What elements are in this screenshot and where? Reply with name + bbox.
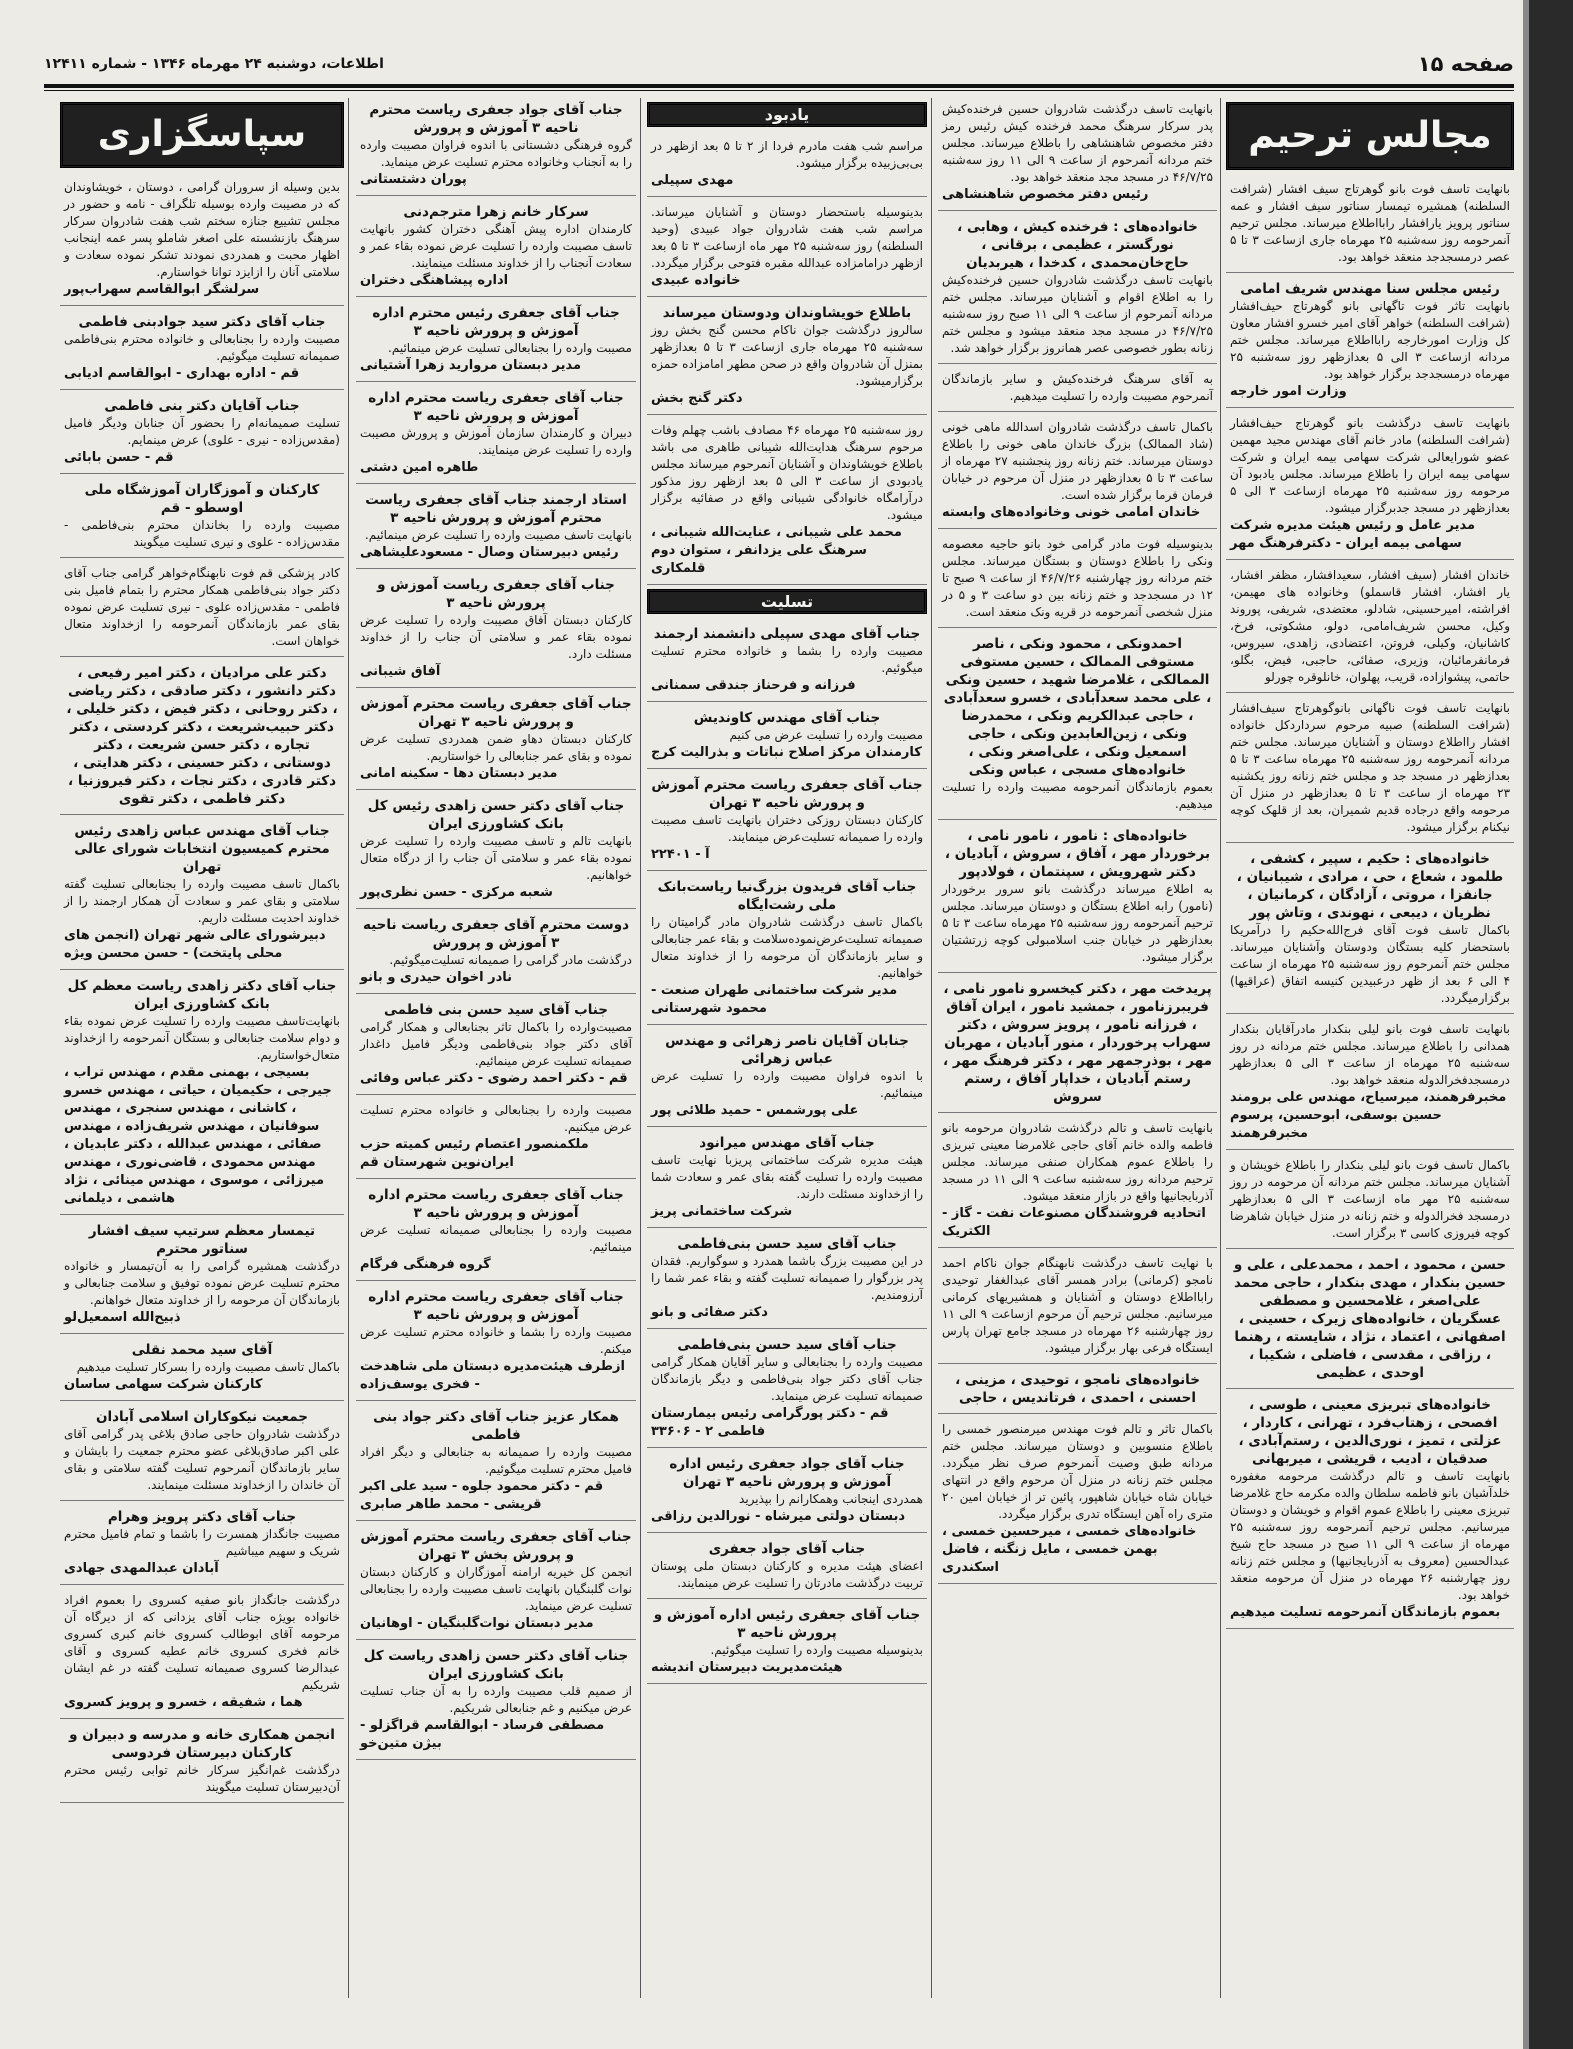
notice-body: بانهایت تاسف درگذشت شادروان حسین فرخنده‌کیش پدر سرکار سرهنگ محمد فرخنده کیش رئیس رمز دفتر مخصوص شاهنشاهی را باطلاع میرساند. مجلس ختم مردانه آنمرحوم از ساعت ۹ الی ۱۱ روز سه‌شنبه ۴۶/۷/۲۵ در مسجد مجد منعقد خواهد بود. — [942, 102, 1213, 184]
notice-item — [60, 1338, 344, 1401]
column-condolences — [356, 98, 636, 2003]
notice-item — [356, 573, 636, 688]
notice-heading: جناب آقای دکتر حسن زاهدی ریاست کل بانک کشاورزی ایران — [363, 1648, 629, 1682]
notice-item — [647, 622, 927, 702]
notice-body: باکمال تاسف فوت آقای فرج‌الله‌حکیم را درآمریکا باستحضار کلیه بستگان ودوستان وآشنایان میرساند. مجلس ختم آنمرحوم روز سه‌شنبه ۲۵ مهرماه از ساعت ۴ الی ۶ بعد از ظهر درعبیدین کنیسه اتفاق (عراقیها) برگزارمیگردد. — [1230, 923, 1511, 1005]
notice-item — [647, 1603, 927, 1684]
header-rule-thin — [44, 90, 1514, 91]
notice-heading: جناب آقای جواد جعفری — [708, 1541, 866, 1557]
notice-body: باکمال تاسف مصیبت وارده را بسرکار تسلیت میدهیم — [76, 1360, 340, 1374]
notice-body: خاندان افشار (سیف افشار، سعیدافشار، مظفر افشار، یار افشار، افشار قاسملو) وخانواده های مهیمن، افراشته، امیرحسینی، شادلو، معتضدی، شریفی، پوروند وکیل، محسن شریف‌امامی، دولو، مشکوتی، فرخ، کاشانیان، وکیلی، فروتن، اعتضادی، زاهدی، سیروس، فرمانفرمائیان، وزیری، صفائی، حاجبی، فیض، بگلو، حاتمی، پیشوازاده، قریب، پهلوان، خانلوقره چورلو — [1230, 568, 1510, 684]
notice-heading: حسن ، محمود ، احمد ، محمدعلی ، علی و حسین بنکدار ، مهدی بنکدار ، حاجی محمد علی‌اصغر ، غلامحسین و مصطفی عسگریان ، خانواده‌های زیرک ، حسینی ، اصفهانی ، اعتماد ، نژاد ، شایسته ، رهنما ، رزاقی ، مقدسی ، فاضلی ، شکیبا ، اوحدی ، عظیمی — [1233, 1257, 1507, 1381]
notice-heading: رئیس مجلس سنا مهندس شریف امامی — [1240, 281, 1500, 297]
notice-signature: علی پورشمس - حمید طلائی پور — [651, 1103, 859, 1118]
notice-body: کارکنان دبستان آفاق مصیبت وارده را تسلیت عرض نموده بقاء عمر و سلامتی آن جناب را از خداوند مسئلت دارد. — [360, 613, 632, 661]
notice-heading: جناب آقایان دکتر بنی فاطمی — [104, 398, 300, 414]
notice-item — [647, 875, 927, 1025]
notice-signature: اداره پیشاهنگی دختران — [360, 273, 509, 288]
notice-item — [938, 1117, 1217, 1248]
notice-heading: جناب آقای فریدون بزرگ‌نیا ریاست‌بانک ملی رشت‌ایگاه — [657, 879, 917, 913]
notice-heading: باطلاع خویشاوندان ودوستان میرساند — [662, 305, 912, 321]
notice-item — [1226, 847, 1514, 1014]
notice-heading: جناب آقای دکتر پرویز وهرام — [107, 1509, 297, 1525]
notice-signature: آفاق شیبانی — [360, 664, 441, 679]
notice-heading: جناب آقای دکتر زاهدی ریاست معظم کل بانک کشاورزی ایران — [67, 978, 337, 1012]
notice-item — [356, 1644, 636, 1760]
notice-signature: محمد علی شیبانی ، عنایت‌الله شیبانی ، سرهنگ علی یزدانفر ، ستوان دوم قلمکاری — [651, 525, 902, 576]
column-obituaries — [938, 98, 1217, 2003]
notice-heading: خانواده‌های : فرخنده کیش ، وهابی ، نورگستر ، عظیمی ، برقانی ، حاج‌خان‌محمدی ، کدخدا ، هیربدیان — [957, 219, 1198, 271]
notice-signature: قم - حسن بابائی — [64, 450, 174, 465]
notice-signature: ازطرف هیئت‌مدیره دبستان ملی شاهدخت - فخری یوسف‌زاده — [360, 1359, 625, 1392]
notice-heading: جناب آقای مهندس میرانود — [699, 1135, 875, 1151]
notice-list — [938, 98, 1217, 1584]
notice-item — [938, 632, 1217, 820]
notice-heading: دکتر علی مرادیان ، دکتر امیر رفیعی ، دکتر دانشور ، دکتر صادقی ، دکتر ریاضی ، دکتر روحانی ، دکتر فیض ، دکتر خلیلی ، دکتر حبیب‌شریعت ، دکتر کردستی ، دکتر تجاره ، دکتر حسن شریعت ، دکتر دوستانی ، دکتر حسینی ، دکتر هدایتی ، دکتر قادری ، دکتر نجات ، دکتر فیروزنیا ، دکتر فاطمی ، دکتر تقوی — [66, 665, 338, 807]
notice-signature: دکتر گنج بخش — [651, 391, 743, 406]
notice-body: بانهایت تاسف و تالم درگذشت مرحومه مغفوره خلدآشیان بانو فاطمه سلطان والده مکرمه حاج غلامرضا تبریزی معینی را باطلاع عموم اقوام و خویشان و دوستان میرسانیم. مجلس ترحیم آنمرحومه روز سه‌شنبه ۲۵ مهرماه از ساعت ۹ الی ۱۱ صبح در مسجد حاج شیخ عبدالحسین (معروف به آذربایجانیها) و مجلس ختم زنانه روز چهارشنبه ۲۶ مهرماه در منزل آن مرحومه منعقد خواهد بود. — [1230, 1469, 1511, 1602]
notice-item — [647, 773, 927, 871]
notice-signature: رئیس دفتر مخصوص شاهنشاهی — [942, 187, 1149, 202]
notice-signature: قم - اداره بهداری - ابوالقاسم ادیابی — [64, 366, 300, 381]
notice-signature: مدیر عامل و رئیس هیئت مدیره شرکت سهامی بیمه ایران - دکترفرهنگ مهر — [1230, 518, 1476, 551]
notice-signature: مهدی سپیلی — [651, 173, 734, 188]
notice-body: روز سه‌شنبه ۲۵ مهرماه ۴۶ مصادف باشب چهلم وفات مرحوم سرهنگ هدایت‌الله شیبانی طاهری می باشد باطلاع خویشاوندان و آشنایان آنمرحوم میرساند مجلس یادبودی از ساعت ۳ الی ۵ بعد ازظهر روز مذکور درآرامگاه خانوادگی شیبانی واقع در صفائیه برگزار میشود. — [651, 423, 924, 522]
notice-heading: جناب آقای دکتر حسن زاهدی رئیس کل بانک کشاورزی ایران — [367, 798, 625, 832]
notice-body: به اطلاع میرساند درگذشت بانو سرور برخوردار (نامور) رابه اطلاع بستگان و دوستان میرساند. مجلس ترحیم آنمرحومه روز سه‌شنبه ۲۵ مهرماه ساعت ۳ تا ۵ بعدازظهر در خیابان جنب اسلامبولی کوچه زرتشتیان برگزار میشود. — [942, 882, 1213, 964]
section-heading-memorials: مجالس ترحیم — [1226, 102, 1514, 170]
notice-list — [60, 176, 344, 1803]
notice-heading: جناب آقای جعفری رئیس محترم اداره آموزش و پرورش ناحیه ۳ — [372, 305, 620, 339]
notice-body: اعضای هیئت مدیره و کارکنان دبستان ملی پوستان تربیت درگذشت مادرتان را تسلیت عرض مینمایند. — [651, 1559, 923, 1590]
column-divider — [1220, 98, 1221, 1998]
notice-body: به آقای سرهنگ فرخنده‌کیش و سایر بازماندگان آنمرحوم مصیبت وارده را تسلیت میدهیم. — [942, 372, 1213, 403]
notice-signature: مخبرفرهمند، میرسیاح، مهندس علی برومند حسین بوسفی، ابوحسین، پرسوم مخبرفرهمند — [1230, 1090, 1507, 1141]
notice-body: کادر پزشکی قم فوت نابهنگام‌خواهر گرامی جناب آقای دکتر جواد بنی‌فاطمی همکار محترم را بتمام فامیل بنی فاطمی - مقدس‌زاده علوی - نیری تسلیت عرض نموده بقای عمر بازماندگان آنمرحومه را ازخداوند متعال خواهان است. — [64, 566, 340, 648]
notice-heading: خانواده‌های : نامور ، نامور نامی ، برخوردار مهر ، آفاق ، سروش ، آبادیان ، دکتر شهرویش ، سپنتمان ، فولادپور — [944, 828, 1211, 880]
notice-item — [938, 1418, 1217, 1584]
notice-body: دبیران و کارمندان سازمان آموزش و پرورش مصیبت وارده را تسلیت عرض مینمایند. — [360, 426, 632, 457]
notice-item — [647, 1537, 927, 1599]
column-thanks — [60, 98, 344, 2003]
section-heading-condolence: تسلیت — [647, 589, 927, 614]
notice-body: هیئت مدیره شرکت ساختمانی پریزبا نهایت تاسف مصیبت وارده را تسلیت گفته بقای عمر و سعادت شما را ازخداوند مسئلت دارند. — [651, 1153, 923, 1201]
notice-signature: قم - دکتر محمود جلوه - سید علی اکبر قریشی - محمد طاهر صابری — [360, 1479, 604, 1512]
notice-item — [356, 488, 636, 569]
notice-item — [647, 1029, 927, 1127]
notice-body: مصیبت وارده را بجنابعالی صمیمانه تسلیت عرض مینمائیم. — [360, 1223, 632, 1254]
notice-item — [1226, 1253, 1514, 1389]
notice-item — [647, 301, 927, 415]
notice-heading: انجمن همکاری خانه و مدرسه و دبیران و کارکنان دبیرستان فردوسی — [69, 1727, 335, 1761]
notice-signature: هیئت‌مدیریت دبیرستان اندیشه — [651, 1660, 843, 1675]
notice-item — [60, 1219, 344, 1334]
notice-item — [60, 974, 344, 1215]
notice-body: سالروز درگذشت جوان ناکام محسن گنج بخش روز سه‌شنبه ۲۵ مهرماه جاری ازساعت ۳ تا ۵ بعدازظهر بمنزل آن شادروان واقع در صحن مطهر امامزاده حمزه برگزارمیشود. — [651, 323, 923, 388]
notice-item — [938, 1252, 1217, 1364]
notice-body: مصیبت وارده را بشما و خانواده محترم تسلیت میگوئیم. — [651, 644, 923, 675]
notice-body: باکمال تاسف درگذشت شادروان اسدالله ماهی خونی (شاد الممالک) بزرگ خاندان ماهی خونی را باطلاع دوستان میرساند. ختم زنانه روز پنجشنبه ۲۷ مهرماه از ساعت ۳ تا ۵ بعدازظهر در منزل آن مرحوم در خیابان فرمان فرما برگزار شده است. — [942, 420, 1214, 502]
column-divider — [348, 98, 349, 1998]
notice-body: باکمال تاسف درگذشت شادروان مادر گرامیتان را صمیمانه تسلیت‌عرض‌نموده‌سلامت و بقاء عمر جنابعالی و سایر بازماندگان آن مرحومه را از خداوند متعال خواهانیم. — [651, 915, 923, 980]
notice-signature: طاهره امین دشتی — [360, 460, 479, 475]
notice-item — [647, 419, 927, 585]
notice-item — [647, 706, 927, 769]
notice-heading: همکار عزیز جناب آقای دکتر جواد بنی فاطمی — [373, 1409, 619, 1443]
notice-signature: مدیر شرکت ساختمانی طهران صنعت - محمود شهرستانی — [651, 983, 898, 1016]
notice-body: کارکنان دبستان دهاو ضمن همدردی تسلیت عرض نموده و بقای عمر جنابعالی را خواستاریم. — [360, 732, 632, 763]
notice-heading: جناب آقای سید حسن بنی فاطمی — [383, 1002, 609, 1018]
notice-item — [938, 977, 1217, 1113]
notice-signature: کارمندان مرکز اصلاح نباتات و بذرالیت کرج — [651, 745, 922, 760]
notice-body: درگذشت غم‌انگیز سرکار خانم توابی رئیس محترم آن‌دبیرستان تسلیت میگویند — [64, 1763, 340, 1794]
notice-signature: آ - ۲۲۴۰۱ — [651, 847, 710, 862]
notice-item — [356, 913, 636, 994]
notice-body: همدردی اینجانب وهمکارانم را بپذیرید — [739, 1492, 923, 1506]
notice-item — [647, 1333, 927, 1448]
notice-body: کارکنان دبستان روزکی دختران بانهایت تاسف مصیبت وارده را صمیمانه تسلیت‌عرض مینمایند. — [651, 813, 923, 844]
notice-heading: جناب آقای جواد جعفری رئیس اداره آموزش و پرورش ناحیه ۳ تهران — [669, 1456, 905, 1490]
notice-heading: جناب آقای جعفری ریاست محترم اداره آموزش و پرورش ناحیه ۳ — [368, 1289, 624, 1323]
notice-item — [647, 1131, 927, 1228]
notice-body: بانهایت تاسف درگذشت شادروان حسین فرخنده‌کیش را به اطلاع اقوام و آشنایان میرساند. مجلس ختم مردانه آنمرحوم از ساعت ۹ الی ۱۱ صبح روز سه‌شنبه ۴۶/۷/۲۵ در مسجد مجد منعقد میشود و مجلس ختم زنانه بطور خصوصی عصر همانروز برگزار خواهد شد. — [942, 273, 1214, 355]
notice-item — [356, 1405, 636, 1521]
notice-signature: سرلشگر ابوالقاسم سهراب‌پور — [64, 282, 260, 297]
notice-body: مصیبت جانگداز همسرت را باشما و تمام فامیل محترم شریک و سهیم میباشیم — [64, 1527, 340, 1558]
notice-body: مصیبت وارده را بجنابعالی و سایر آقایان همکار گرامی جناب آقای دکتر جواد بنی‌فاطمی و دیگر بازماندگان صمیمانه تسلیت عرض مینماید. — [651, 1355, 923, 1403]
notice-item — [1226, 697, 1514, 843]
page-binding-edge — [1523, 0, 1573, 2049]
notice-item — [1226, 1393, 1514, 1629]
notice-item — [60, 176, 344, 306]
notice-heading: جناب آقای جعفری ریاست محترم اداره آموزش و پرورش ناحیه ۳ — [368, 390, 624, 424]
notice-signature: خانواده عبیدی — [651, 273, 741, 288]
notice-signature: اتحادیه فروشندگان مصنوعات نفت - گاز - الکتریک — [942, 1206, 1206, 1239]
notice-item — [356, 98, 636, 196]
notice-body: بدینوسیله مصیبت وارده را تسلیت میگوئیم. — [710, 1643, 923, 1657]
notice-heading: خانواده‌های : حکیم ، سپیر ، کشفی ، طلمود ، شعاع ، حی ، مرادی ، شیبانیان ، جانفزا ، مروتی ، آزادگان ، کرمانیان ، نظریان ، دیبعی ، نهوندی ، وتاش پور — [1236, 851, 1504, 921]
notice-signature: دبستان دولتی میرشاه - نورالدین رزاقی — [651, 1509, 905, 1524]
notice-heading: استاد ارجمند جناب آقای جعفری ریاست محترم آموزش و پرورش ناحیه ۳ — [365, 492, 627, 526]
notice-signature: مدیر دبستان دها - سکینه امانی — [360, 766, 558, 781]
notice-body: درگذشت مادر گرامی را صمیمانه تسلیت‌میگوئیم. — [389, 953, 632, 967]
notice-heading: جناب آقای جعفری رئیس اداره آموزش و پرورش ناحیه ۳ — [653, 1607, 921, 1641]
notice-body: از صمیم قلب مصیبت وارده را به آن جناب تسلیت عرض میکنیم و غم جنابعالی شریکیم. — [360, 1684, 632, 1715]
notice-body: درگذشت جانگداز بانو صفیه کسروی را بعموم افراد خانواده بویژه جناب آقای یزدانی که از دیرگاه آن مرحومه آقای ابوطالب کسروی خانم کبری کسروی خانم فخری کسروی خانم عطیه کسروی و آقای عبدالرضا کسروی صمیمانه تسلیت گفته در غم ایشان شریکیم — [64, 1593, 340, 1692]
notice-signature: گروه فرهنگی فرگام — [360, 1257, 491, 1272]
notice-item — [356, 200, 636, 297]
section-heading-thanks: سپاسگزاری — [60, 102, 344, 168]
notice-body: درگذشت شادروان حاجی صادق بلاغی پدر گرامی آقای علی اکبر صادق‌بلاغی عضو محترم جمعیت را بایشان و سایر بازماندگان آنمرحوم تسلیت گفته سلامتی و بقای آن خاندان را ازخداوند مسئلت مینمایند. — [64, 1427, 340, 1492]
notice-signature: مدیر دبستان نوات‌گلبنگیان - اوهانیان — [360, 1616, 594, 1631]
notice-body: مصیبت وارده را تسلیت عرض می کنیم — [729, 728, 923, 742]
notice-heading: جناب آقای مهدی سپیلی دانشمند ارجمند — [653, 626, 921, 642]
notice-body: مصیبت وارده را بجنابعالی و خانواده محترم تسلیت عرض میکنیم. — [360, 1103, 632, 1134]
notice-item — [938, 1368, 1217, 1414]
notice-body: در این مصیبت بزرگ باشما همدرد و سوگواریم. فقدان پدر بزرگوار را صمیمانه تسلیت گفته و بقاء عمر شما را آرزومندیم. — [651, 1254, 923, 1302]
notice-heading: جنابان آقایان ناصر زهرائی و مهندس عباس زهرائی — [665, 1033, 909, 1067]
notice-signature: وزارت امور خارجه — [1230, 384, 1347, 399]
section-heading-remembrance: یادبود — [647, 102, 927, 127]
notice-item — [60, 310, 344, 390]
notice-item — [938, 533, 1217, 628]
notice-body: گروه فرهنگی دشستانی با اندوه فراوان مصیبت وارده را به آنجناب وخانواده محترم تسلیت عرض مینماید. — [360, 138, 632, 169]
publication-line: اطلاعات، دوشنبه ۲۴ مهرماه ۱۳۴۶ - شماره ۱۲۴۱۱ — [44, 56, 384, 72]
notice-body: مصیبت وارده را بشما و خانواده محترم تسلیت عرض میکنم. — [360, 1325, 632, 1356]
notice-body: بانهایت تاسف فوت ناگهانی بانوگوهرتاج سیف‌افشار (شرافت السلطنه) صبیه مرحوم سرداردکل خانواده افشار رااطلاع دوستان و آشنایان میرساند. مجلس ختم مردانه آنمرحومه روز سه‌شنبه ۲۵ مهرماه ساعت ۳ تا ۵ بعدازظهر در مسجد جد و مجلس ختم زنانه روز یکشنبه ۲۳ مهرماه از ساعت ۳ تا ۵ بعدازظهر در منزل آن مرحومه واقع درجاده قدیم شمیران، بعد از قلهک کوچه نیکنام برگزار میشود. — [1230, 701, 1511, 834]
notice-body: با نهایت تاسف درگذشت نابهنگام جوان ناکام احمد نامجو (کرمانی) برادر همسر آقای عبدالغفار توحیدی رابااطلاع دوستان و آشنایان و همشیریهای کرمانی میرسانیم. مجلس ترحیم آن مرحوم ازساعت ۹ الی ۱۱ روز چهارشنبه ۲۶ مهرماه در مسجد جامع تهران پارس ایستگاه فرعی بهار برگزار میشود. — [942, 1256, 1213, 1355]
notice-signature: نادر اخوان حیدری و بانو — [360, 970, 513, 985]
notice-item — [60, 1589, 344, 1719]
notice-item — [1226, 1018, 1514, 1150]
notice-signature: آبادان عبدالمهدی جهادی — [64, 1561, 219, 1576]
notice-heading: کارکنان و آموزگاران آموزشگاه ملی اوسطو - قم — [84, 482, 320, 516]
notice-heading: پریدخت مهر ، دکتر کیخسرو نامور نامی ، فریبرزنامور ، جمشید نامور ، ایران آفاق ، فرزانه نامور ، پرویز سروش ، دکتر سهراب پرخوردار ، منور آبادیان ، مهربان مهر ، بوذرجمهر مهر ، دکتر فرهنگ مهر ، رستم آبادیان ، خداپار آفاق ، رستم سروش — [943, 981, 1212, 1105]
notice-signature: هما ، شفیقه ، خسرو و پرویز کسروی — [64, 1695, 303, 1710]
notice-item — [60, 1505, 344, 1585]
notice-item — [356, 386, 636, 484]
notice-item — [356, 998, 636, 1095]
notice-body: بانهایت تاسف درگذشت بانو گوهرتاج حیف‌افشار (شرافت السلطنه) مادر خانم آقای مهندس مجید مهمین عضو شورایعالی شرکت سهامی بیمه ایران و شرکت سهامی بیمه ایران را باطلاع میرساند. مجلس یادبود آن مرحومه روز سه‌شنبه ۲۵ مهرماه ازساعت ۳ الی ۵ بعدازظهر در مسجد جدبرگزار میشود. — [1230, 416, 1510, 515]
notice-item — [938, 368, 1217, 412]
notice-item — [647, 135, 927, 197]
notice-item — [938, 215, 1217, 364]
notice-heading: جناب آقای جعفری ریاست آموزش و پرورش ناحیه ۳ — [377, 577, 615, 611]
notice-heading: جناب آقای جعفری ریاست محترم آموزش و پرورش ناحیه ۳ تهران — [651, 777, 923, 811]
notice-item — [1226, 178, 1514, 273]
notice-item — [938, 98, 1217, 211]
notice-item — [356, 1285, 636, 1401]
notice-body: بانهایت تالم و تاسف مصیبت وارده را تسلیت عرض نموده بقاء عمر و سلامتی آن جناب را از درگاه متعال خواهانیم. — [360, 834, 632, 882]
column-divider — [640, 98, 641, 1998]
notice-signature: رئیس دبیرستان وصال - مسعودعلیشاهی — [360, 545, 619, 560]
notice-heading: آقای سید محمد نقلی — [131, 1342, 273, 1358]
notice-item — [1226, 412, 1514, 560]
notice-body: مصیبت وارده را بخاندان محترم بنی‌فاطمی - مقدس‌زاده - علوی و نیری تسلیت میگویند — [64, 518, 340, 549]
notice-body: بانهایت تاثر فوت تاگهانی بانو گوهرتاج حیف‌افشار (شرافت السلطنه) خواهر آقای امیر خسرو افشار معاون کل وزارت امورخارجه رابااطلاع میرساند. مجلس ختم مردانه ازساعت ۳ الی ۵ بعدازظهر روز سه‌شنبه ۲۵ مهرماه درمسجدجد برگزار خواهد بود. — [1230, 299, 1510, 381]
notice-heading: جمعیت نیکوکاران اسلامی آبادان — [95, 1409, 309, 1425]
notice-signature: خاندان امامی خونی وخانواده‌های وابسته — [942, 505, 1201, 520]
notice-heading: جناب آقای دکتر سید جوادبنی فاطمی — [78, 314, 326, 330]
notice-heading: دوست محترم آقای جعفری ریاست ناحیه ۳ آموزش و پرورش — [362, 917, 630, 951]
notice-signature: ملکمنصور اعتصام رئیس کمیته حزب ایران‌نوین شهرستان قم — [360, 1137, 589, 1170]
notice-body: بدین وسیله از سروران گرامی ، دوستان ، خویشاوندان که در مصیبت وارده بوسیله تلگراف - نامه و حضور در مجلس تشییع جنازه سختم شب هفت شادروان سرکار سرهنگ بازنشسته علی اصغر شاملو پسر عمه اینجانب اظهار محبت و همدردی نمودند تشکر نموده سعادت و سلامتی آنان را ازایزد توانا خواستارم. — [64, 180, 340, 279]
notice-heading: احمدونکی ، محمود ونکی ، ناصر مستوفی الممالک ، حسین مستوفی الممالکی ، غلامرضا شهید ، حسین ونکی ، علی محمد سعدآبادی ، خسرو سعدآبادی ، حاجی عبدالکریم ونکی ، محمدرضا ونکی ، زین‌العابدین ونکی ، حاجی اسمعیل ونکی ، علی‌اصغر ونکی ، خانواده‌های مسجی ، عباس ونکی — [943, 636, 1212, 778]
notice-item — [1226, 564, 1514, 693]
notice-list — [1226, 178, 1514, 1629]
notice-signature: قم - دکتر پورگرامی رئیس بیمارستان فاطمی ۲ - ۳۳۶۰۶ — [651, 1406, 889, 1439]
notice-item — [356, 301, 636, 382]
notice-heading: جناب آقای مهندس عباس زاهدی رئیس محترم کمیسیون انتخابات شورای عالی تهران — [74, 823, 330, 875]
notice-item — [356, 1183, 636, 1281]
notice-body: مصیبت وارده را بجنابعالی تسلیت عرض مینمائیم. — [388, 341, 632, 355]
notice-body: مصیبت وارده را بجنابعالی و خانواده محترم بنی‌فاطمی صمیمانه تسلیت میگوئیم. — [64, 332, 340, 363]
column-remembrance-condolence — [647, 98, 927, 2003]
notice-item — [356, 1525, 636, 1640]
notice-item — [647, 1452, 927, 1533]
notice-heading: خانواده‌های نامجو ، توحیدی ، مزینی ، احسنی ، احمدی ، فرتاندیس ، حاجی — [955, 1372, 1200, 1406]
notice-signature: شعبه مرکزی - حسن نظری‌پور — [360, 885, 553, 900]
notice-item — [60, 394, 344, 474]
notice-body: باکمال تاسف مصیبت وارده را بجنابعالی تسلیت گفته سلامتی و بقای عمر و سعادت آن همکار ارجمند را از خداوند احدیت مسئلت داریم. — [64, 877, 340, 925]
notice-signature: کارکنان شرکت سهامی ساسان — [64, 1377, 263, 1392]
notice-heading: جناب آقای سید حسن بنی‌فاطمی — [677, 1236, 897, 1252]
notice-list — [647, 622, 927, 1684]
notice-body: باکمال تاسف فوت بانو لیلی بنکدار را باطلاع خویشان و آشنایان میرساند. مجلس ختم مردانه آن مرحومه در روز سه‌شنبه ۲۵ مهر ماه ازساعت ۳ الی ۵ بعدازظهر درمسجد فخرالدوله و ختم زنانه در منزل خیابان شاهرضا کوچه فیروزی کاسی ۳ برگزار است. — [1230, 1158, 1510, 1240]
notice-list — [647, 135, 927, 585]
notice-signature: شرکت ساختمانی پریز — [651, 1204, 793, 1219]
notice-item — [60, 562, 344, 657]
notice-item — [60, 478, 344, 558]
notice-body: کارمندان اداره پیش آهنگی دختران کشور بانهایت تاسف مصیبت وارده را تسلیت عرض نموده بقاء عمر و سعادت آنجناب را از خداوند مسئلت مینمایند. — [360, 222, 632, 270]
notice-signature: بسیجی ، بهمنی مقدم ، مهندس تراب ، جیرجی ، حکیمیان ، حیاتی ، مهندس خسرو ، کاشانی ، مهندس سنجری ، مهندس سوفانیان ، مهندس شریف‌زاده ، مهندس صفائی ، مهندس عبدالله ، دکتر عابدیان ، مهندس محمودی ، قاضی‌نوری ، مهندس میرزائی ، موسوی ، مهندس مینائی ، نژاد هاشمی ، دیلمانی — [64, 1065, 332, 1206]
notice-body: با اندوه فراوان مصیبت وارده را تسلیت عرض مینمائیم. — [651, 1069, 923, 1100]
notice-body: مراسم شب هفت مادرم فردا از ۲ تا ۵ بعد ازظهر در بی‌بی‌زبیده برگزار میشود. — [651, 139, 923, 170]
notice-body: بانهایت‌تاسف مصیبت وارده را تسلیت عرض نموده بقاء و دوام سلامت جنابعالی و بستگان آنمرحومه را ازخداوند متعال‌خواستاریم. — [64, 1014, 340, 1062]
notice-body: بانهایت تاسف مصیبت وارده را تسلیت عرض مینمائیم. — [364, 528, 632, 542]
notice-body: بانهایت تاسف و تالم درگذشت شادروان مرحومه بانو فاطمه والده خانم آقای حاجی غلامرضا معینی تبریزی را باطلاع عموم همکاران صنفی میرساند. مجلس ترحیم مردانه روز سه‌شنبه ساعت ۹ الی ۱۱ در مسجد آذربایجانیها واقع در بازار منعقد میشود. — [942, 1121, 1213, 1203]
notice-body: بدینوسیله فوت مادر گرامی خود بانو حاجیه معصومه ونکی را باطلاع دوستان و بستگان میرساند. مجلس ختم مردانه روز چهارشنبه ۴۶/۷/۲۶ از ساعت ۹ صبح تا ۱۲ در مسجدجد و ختم زنانه بین دو ساعت ۳ و ۵ در منزل شخصی آنمرحومه در قریه ونک منعقد است. — [942, 537, 1213, 619]
page-number: صفحه ۱۵ — [1417, 52, 1514, 76]
notice-heading: جناب آقای مهندس کاوندیش — [693, 710, 881, 726]
notice-body: مصیبت‌وارده را باکمال تاثر بجنابعالی و همکار گرامی آقای دکتر جواد بنی‌فاطمی ودیگر فامیل داغدار صمیمانه تسلیت عرض مینمائیم. — [360, 1020, 632, 1068]
notice-body: انجمن کل خیریه ارامنه آموزگاران و کارکنان دبستان نوات گلبنگیان بانهایت تاسف مصیبت وارده را بجنابعالی تسلیت عرض مینماید. — [360, 1565, 632, 1613]
notice-body: باکمال تاثر و تالم فوت مهندس میرمنصور خمسی را باطلاع منسوبین و دوستان میرساند. مجلس ختم مردانه طبق وصیت آنمرحوم صرف نظر میگردد. مجلس ختم زنانه در منزل آن مرحوم واقع در انتهای خیابان شاه خیابان شاهپور، پائین تر از خیابان امین ۲۰ متری راه آهن ایستگاه تدری برگزار میگردد. — [942, 1422, 1213, 1521]
notice-signature: خانواده‌های خمسی ، میرحسین خمسی ، بهمن خمسی ، مایل زنگنه ، فاضل اسکندری — [942, 1524, 1197, 1575]
notice-body: بانهایت تاسف فوت بانو لیلی بنکدار مادرآقایان بنکدار همدانی را باطلاع میرساند. مجلس ختم مردانه در روز سه‌شنبه ۲۵ مهرماه از ساعت ۳ الی ۵ بعدازظهر درمسجدفخرالدوله منعقد خواهد بود. — [1230, 1022, 1510, 1087]
notice-heading: جناب آقای سید حسن بنی‌فاطمی — [677, 1337, 897, 1353]
notice-body: بدینوسیله باستحضار دوستان و آشنایان میرساند. مراسم شب هفت شادروان جواد عبیدی (وحید السلطنه) روز سه‌شنبه ۲۵ مهر ماه ازساعت ۳ تا ۵ بعد ازظهر درامامزاده عبدالله مقبره فتوحی برگزار میگردد. — [651, 205, 924, 270]
notice-item — [356, 794, 636, 909]
notice-item — [60, 819, 344, 970]
notice-signature: فرزانه و فرحناز جندقی سمنانی — [651, 678, 856, 693]
notice-body: درگذشت همشیره گرامی را به آن‌تیمسار و خانواده محترم تسلیت عرض نموده توفیق و سلامت جنابعالی و بازماندگان آن مرحومه را از خداوند متعال خواهانم. — [64, 1259, 340, 1307]
column-divider — [931, 98, 932, 1998]
notice-body: مصیبت وارده را صمیمانه به جنابعالی و دیگر افراد فامیل محترم تسلیت میگوئیم. — [360, 1445, 632, 1476]
notice-signature: پوران دشتستانی — [360, 172, 467, 187]
notice-list — [356, 98, 636, 1760]
notice-signature: دبیرشورای عالی شهر تهران (انجمن های محلی پایتخت) - حسن محسن ویژه — [64, 928, 326, 961]
notice-item — [1226, 277, 1514, 408]
notice-heading: سرکار خانم زهرا مترجم‌دنی — [403, 204, 589, 220]
notice-signature: مصطفی فرساد - ابوالقاسم قراگزلو - بیژن متین‌خو — [360, 1718, 605, 1751]
notice-signature: ذبیح‌الله اسمعیل‌لو — [64, 1310, 181, 1325]
notice-item — [938, 416, 1217, 529]
notice-item — [60, 1405, 344, 1501]
notice-body: بانهایت تاسف فوت بانو گوهرتاج سیف افشار (شرافت السلطنه) همشیره تیمسار سناتور سیف افشار و عمه سناتور پرویز یارافشار رابااطلاع میرساند. مجلس ترحیم آنمرحومه روز سه‌شنبه ۲۵ مهرماه جاری ازساعت ۳ تا ۵ عصر درمسجدجد منعقد خواهد بود. — [1230, 182, 1510, 264]
notice-signature: دکتر صفائی و بانو — [651, 1305, 768, 1320]
notice-item — [356, 1099, 636, 1179]
notice-body: بعموم بازماندگان آنمرحومه مصیبت وارده را تسلیت میدهیم. — [942, 780, 1213, 811]
notice-heading: تیمسار معظم سرتیپ سیف افشار سناتور محترم — [88, 1223, 316, 1257]
header-rule — [44, 84, 1514, 88]
notice-item — [647, 201, 927, 297]
notice-item — [1226, 1154, 1514, 1249]
notice-body: تسلیت صمیمانه‌ام را بحضور آن جنابان ودیگر فامیل (مقدس‌زاده - نیری - علوی) عرض مینمایم. — [64, 416, 340, 447]
notice-signature: قم - دکتر احمد رضوی - دکتر عباس وفائی — [360, 1071, 628, 1086]
notice-item — [647, 1232, 927, 1329]
notice-signature: مدیر دبستان مروارید زهرا آشتیانی — [360, 358, 582, 373]
notice-heading: جناب آقای جواد جعفری ریاست محترم ناحیه ۳ آموزش و پرورش — [369, 102, 623, 136]
notice-item — [60, 1723, 344, 1803]
notice-heading: خانواده‌های تبریزی معینی ، طوسی ، افصحی ، زهتاب‌فرد ، تهرانی ، کاردار ، عزلتی ، تمیز ، نوری‌الدین ، رستم‌آبادی ، صدقیان ، ادیب ، قریشی ، میربهانی — [1238, 1397, 1502, 1467]
column-memorials — [1226, 98, 1514, 2003]
notice-item — [356, 692, 636, 790]
notice-item — [60, 661, 344, 815]
notice-heading: جناب آقای جعفری ریاست محترم آموزش و پرورش ناحیه ۳ تهران — [360, 696, 632, 730]
notice-signature: بعموم بازماندگان آنمرحومه تسلیت میدهیم — [1230, 1605, 1501, 1620]
notice-item — [938, 824, 1217, 973]
notice-heading: جناب آقای جعفری ریاست محترم آموزش و پرورش بخش ۳ تهران — [360, 1529, 632, 1563]
page-header — [44, 52, 1514, 86]
notice-heading: جناب آقای جعفری ریاست محترم اداره آموزش و پرورش ناحیه ۳ — [368, 1187, 624, 1221]
